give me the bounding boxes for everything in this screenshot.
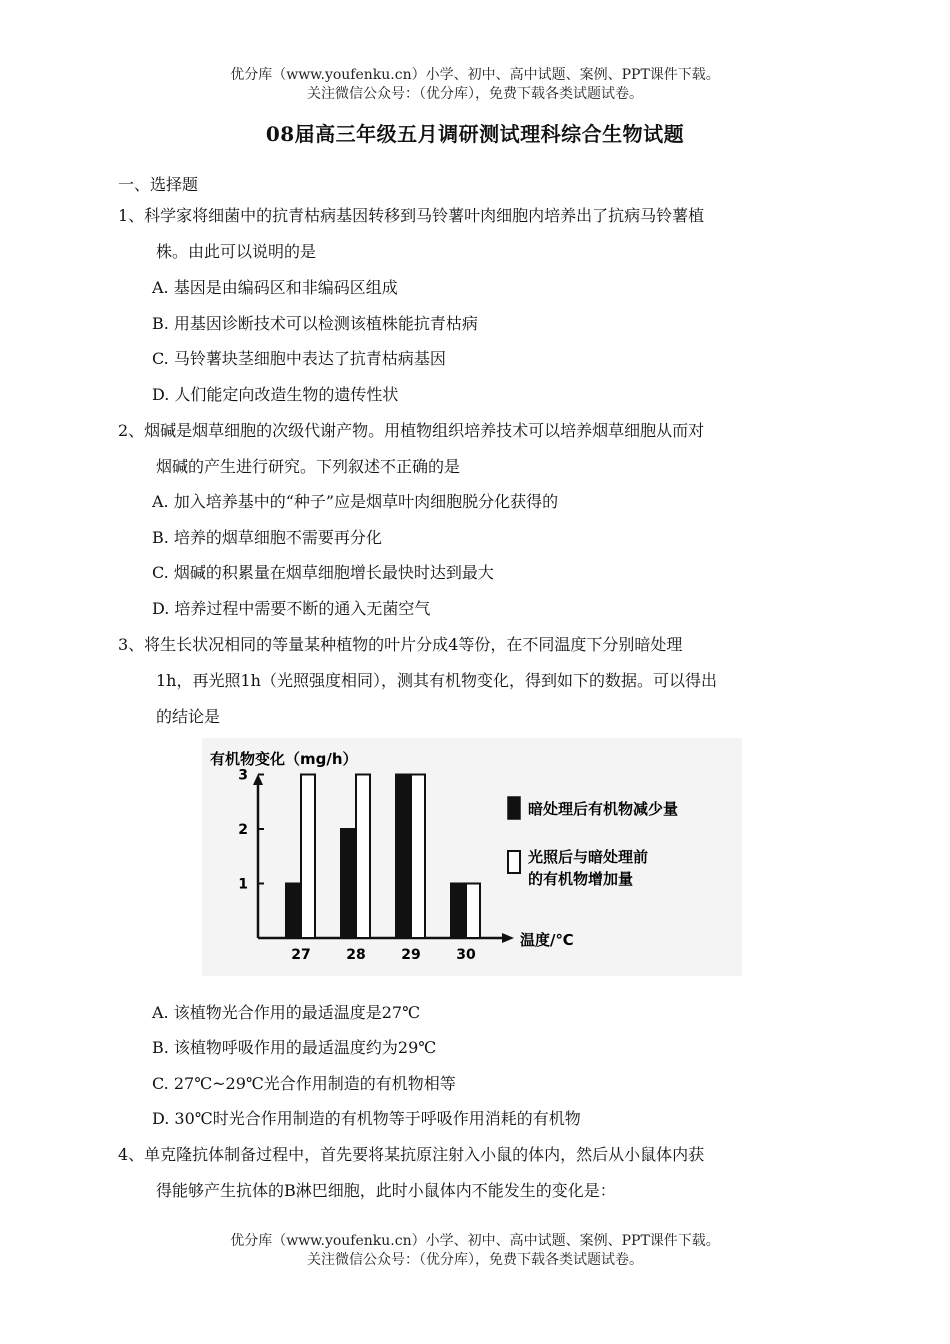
legend-swatch-dark — [508, 797, 520, 819]
q3-option-b: B. 该植物呼吸作用的最适温度约为29℃ — [152, 1038, 437, 1057]
chart-y-tick-label: 2 — [238, 822, 248, 838]
legend-label-light-line-2: 的有机物增加量 — [528, 870, 634, 888]
chart-bar-light — [411, 775, 425, 939]
question-1-line-2: 株。由此可以说明的是 — [156, 242, 317, 261]
footer-line-1: 优分库（www.youfenku.cn）小学、初中、高中试题、案例、PPT课件下载。 — [230, 1233, 720, 1249]
question-2 — [118, 413, 838, 485]
question-4 — [118, 1137, 838, 1209]
chart-y-axis-arrow — [253, 774, 263, 785]
question-3-line-1: 3、将生长状况相同的等量某种植物的叶片分成4等份，在不同温度下分别暗处理 — [118, 635, 683, 654]
q2-option-d: D. 培养过程中需要不断的通入无菌空气 — [152, 599, 431, 618]
question-2-line-2: 烟碱的产生进行研究。下列叙述不正确的是 — [156, 457, 461, 476]
chart-y-tick-label: 3 — [238, 767, 248, 784]
header-line-2: 关注微信公众号：（优分库），免费下载各类试题试卷。 — [307, 86, 643, 102]
legend-label-light-line-1: 光照后与暗处理前 — [528, 848, 649, 866]
chart-x-tick-label: 27 — [291, 947, 311, 963]
question-4-line-2: 得能够产生抗体的B淋巴细胞，此时小鼠体内不能发生的变化是： — [156, 1181, 616, 1200]
question-1-line-1: 1、科学家将细菌中的抗青枯病基因转移到马铃薯叶肉细胞内培养出了抗病马铃薯植 — [118, 206, 705, 225]
q1-option-a: A. 基因是由编码区和非编码区组成 — [152, 278, 398, 297]
section-label: 一、选择题 — [118, 175, 199, 194]
q2-option-a: A. 加入培养基中的“种子”应是烟草叶肉细胞脱分化获得的 — [152, 492, 559, 511]
chart-svg — [202, 738, 742, 976]
q1-option-d: D. 人们能定向改造生物的遗传性状 — [152, 385, 399, 404]
chart-y-tick-label: 1 — [238, 876, 248, 893]
header-line-1: 优分库（www.youfenku.cn）小学、初中、高中试题、案例、PPT课件下载。 — [230, 67, 720, 83]
question-4-line-1: 4、单克隆抗体制备过程中，首先要将某抗原注射入小鼠的体内，然后从小鼠体内获 — [118, 1145, 705, 1164]
question-1 — [118, 198, 838, 270]
chart-x-tick-label: 29 — [401, 947, 421, 963]
question-2-line-1: 2、烟碱是烟草细胞的次级代谢产物。用植物组织培养技术可以培养烟草细胞从而对 — [118, 421, 705, 440]
footer-line-2: 关注微信公众号：（优分库），免费下载各类试题试卷。 — [307, 1252, 643, 1268]
question-3-line-2: 1h，再光照1h（光照强度相同），测其有机物变化，得到如下的数据。可以得出 — [156, 671, 717, 690]
chart-bar-light — [301, 775, 315, 939]
chart-y-axis-title: 有机物变化（mg/h） — [210, 750, 358, 768]
q3-option-c: C. 27℃~29℃光合作用制造的有机物相等 — [152, 1074, 456, 1093]
chart-bar-light — [356, 775, 370, 939]
q3-option-a: A. 该植物光合作用的最适温度是27℃ — [152, 1003, 420, 1022]
legend-swatch-light — [508, 851, 520, 873]
chart-bar-dark — [341, 829, 355, 938]
chart-x-tick-label: 28 — [346, 947, 366, 963]
q3-option-d: D. 30℃时光合作用制造的有机物等于呼吸作用消耗的有机物 — [152, 1109, 581, 1128]
question-3-line-3: 的结论是 — [156, 707, 221, 726]
chart-bar-dark — [451, 884, 465, 939]
organic-matter-chart — [202, 738, 742, 976]
page-footer — [0, 1232, 950, 1270]
chart-bar-dark — [286, 884, 300, 939]
chart-x-axis-title: 温度/℃ — [520, 931, 574, 949]
q1-option-b: B. 用基因诊断技术可以检测该植株能抗青枯病 — [152, 314, 478, 333]
legend-label-dark: 暗处理后有机物减少量 — [528, 800, 679, 818]
page-header — [0, 66, 950, 104]
document-title: 08届高三年级五月调研测试理科综合生物试题 — [265, 122, 685, 146]
q2-option-b: B. 培养的烟草细胞不需要再分化 — [152, 528, 382, 547]
q2-option-c: C. 烟碱的积累量在烟草细胞增长最快时达到最大 — [152, 563, 494, 582]
chart-x-tick-label: 30 — [456, 947, 476, 963]
question-3 — [118, 627, 838, 735]
chart-x-axis-arrow — [502, 933, 514, 943]
q1-option-c: C. 马铃薯块茎细胞中表达了抗青枯病基因 — [152, 349, 446, 368]
chart-bar-dark — [396, 775, 410, 939]
chart-bar-light — [466, 884, 480, 939]
